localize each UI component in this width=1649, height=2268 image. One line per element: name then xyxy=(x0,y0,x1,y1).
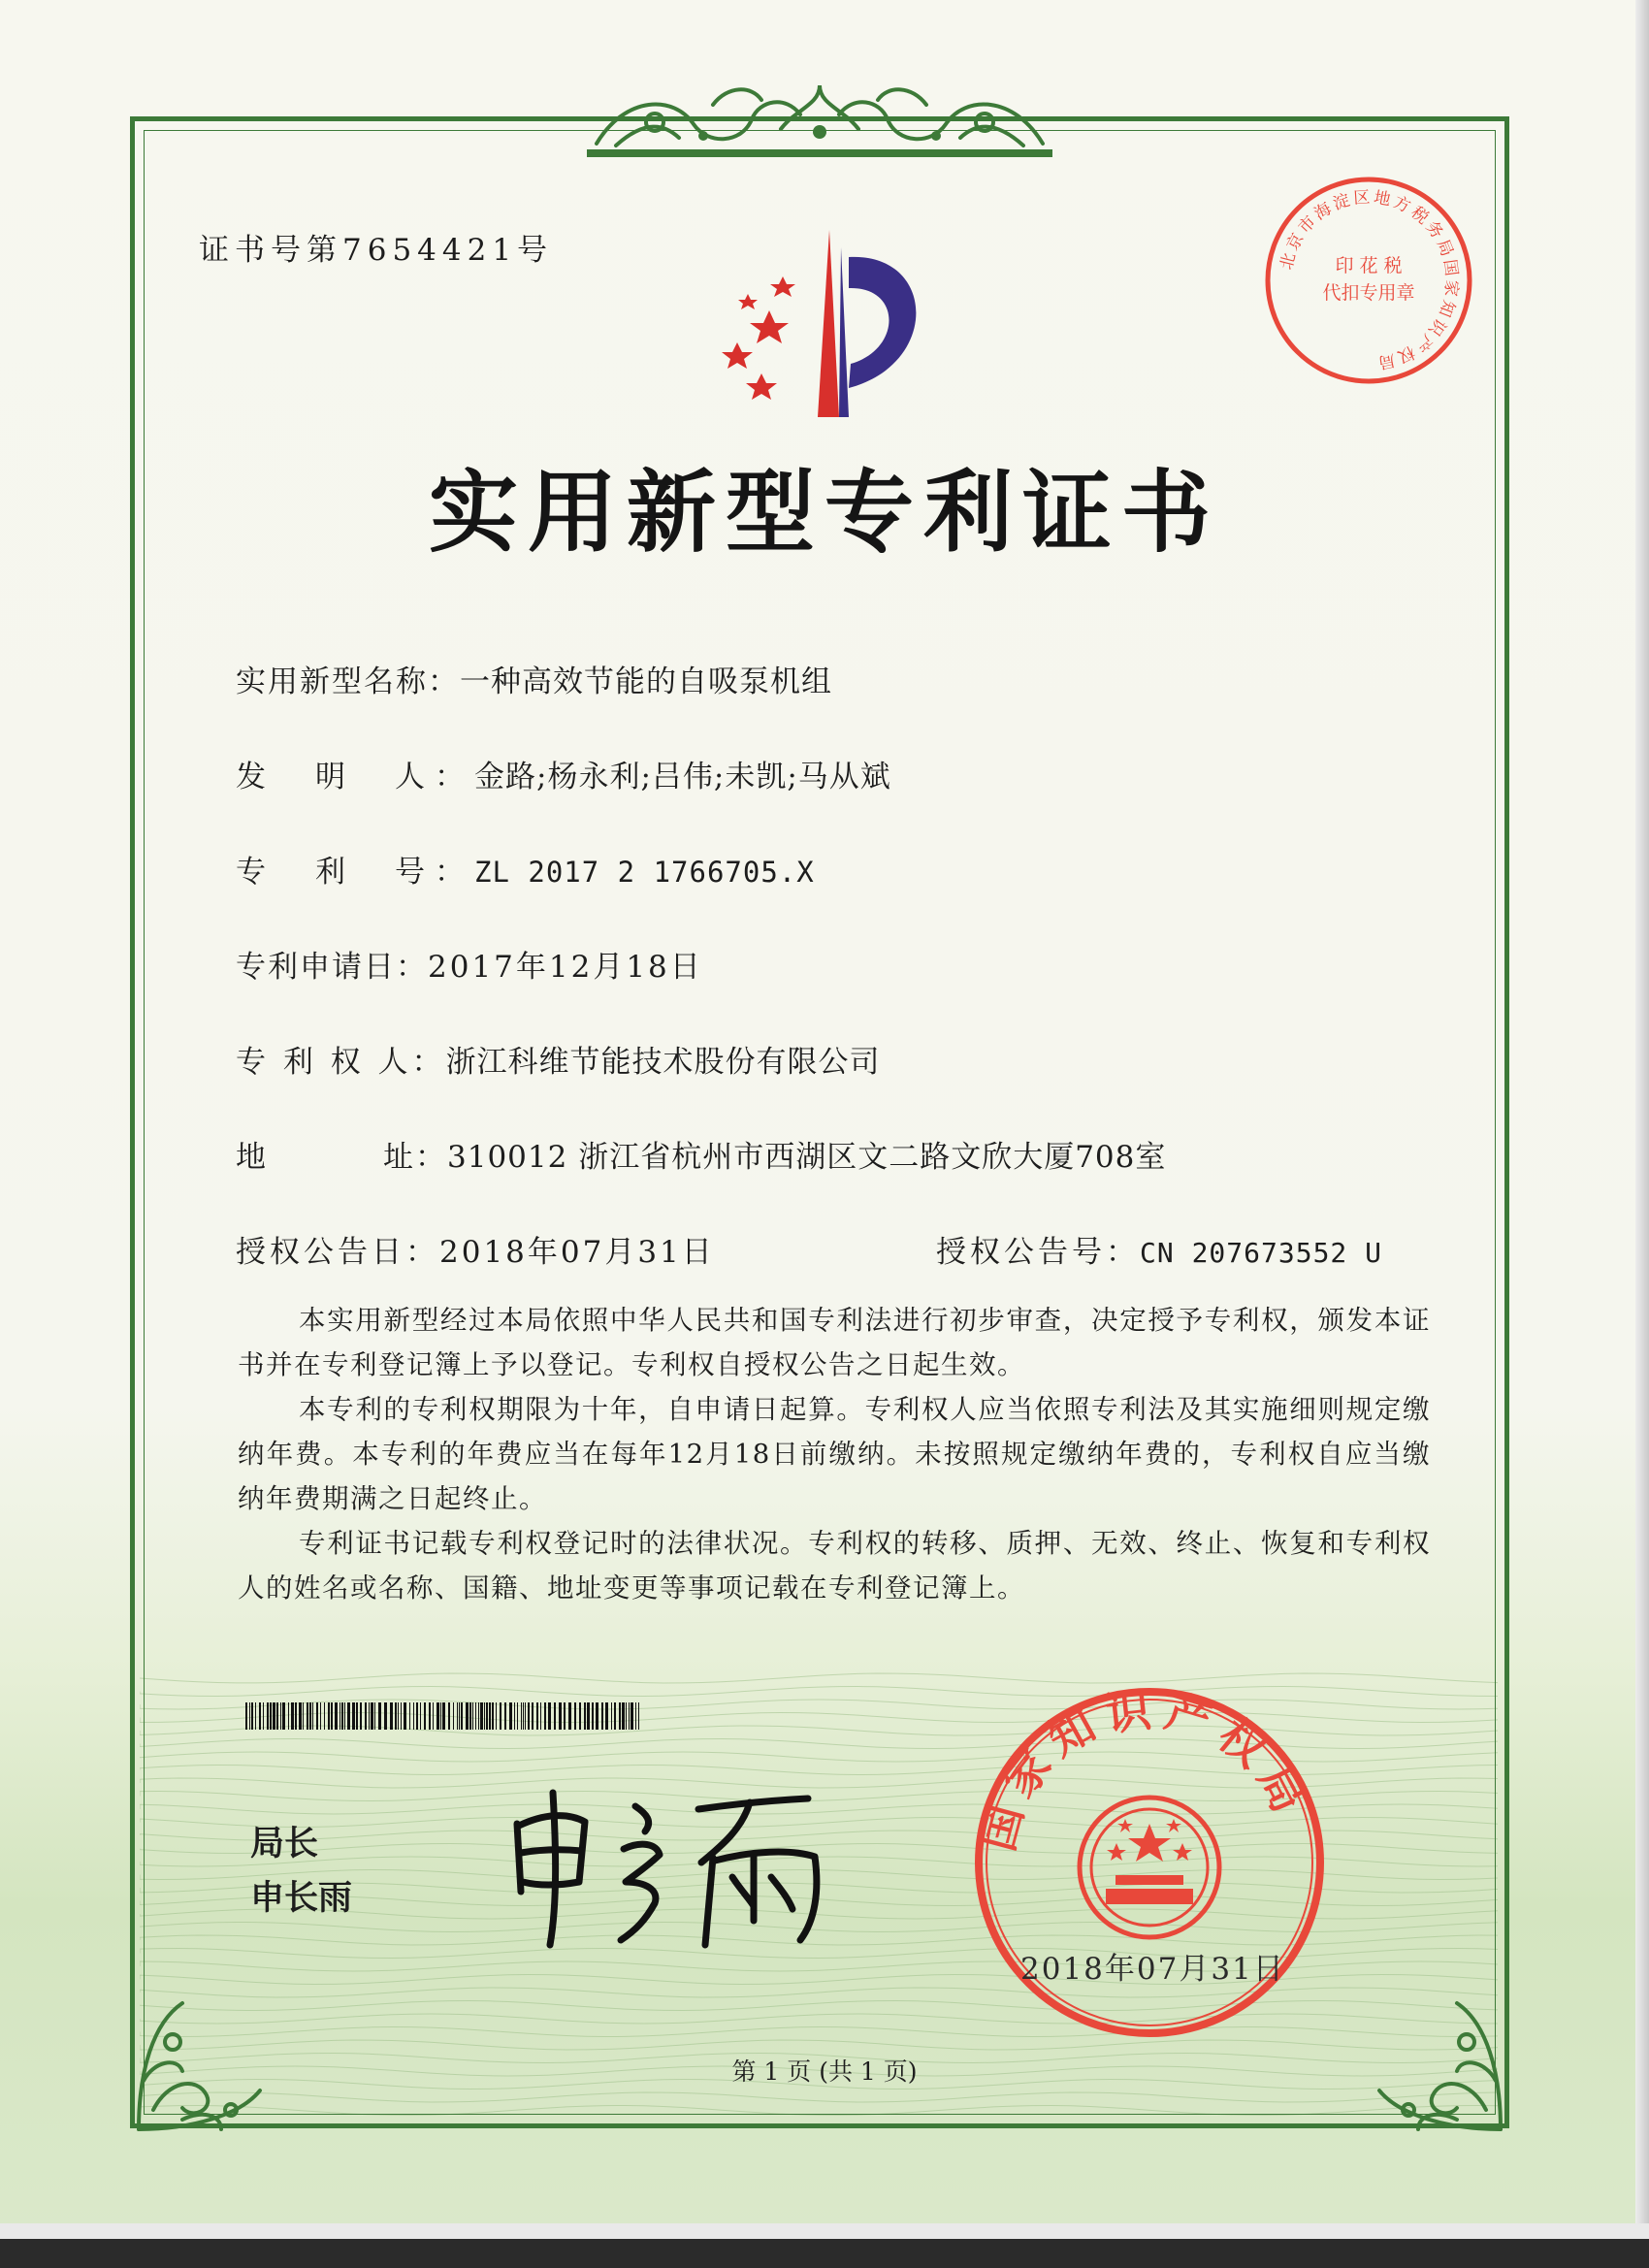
official-seal xyxy=(970,1683,1329,2042)
field-patent-number-value: ZL 2017 2 1766705.X xyxy=(474,856,815,889)
barcode-bar xyxy=(384,1702,387,1730)
barcode-bar xyxy=(564,1702,566,1730)
tax-stamp-ring-text: 北京市海淀区地方税务局国家知识产权局 xyxy=(1277,187,1462,373)
barcode-bar xyxy=(404,1702,406,1730)
barcode-bar xyxy=(509,1702,512,1730)
barcode-bar xyxy=(601,1702,603,1730)
barcode-bar xyxy=(259,1702,261,1730)
barcode-bar xyxy=(352,1702,355,1730)
field-inventor xyxy=(236,752,891,795)
barcode-bar xyxy=(413,1702,414,1730)
page-number: 第 1 页 (共 1 页) xyxy=(731,2057,918,2086)
barcode-bar xyxy=(255,1702,256,1730)
svg-text:北京市海淀区地方税务局国家知识产权局 xyxy=(1277,188,1461,373)
field-grant-date-value: 2018年07月31日 xyxy=(439,1235,715,1270)
barcode-bar xyxy=(303,1702,304,1730)
barcode-bar xyxy=(442,1702,445,1730)
barcode-bar xyxy=(472,1702,473,1730)
field-patent-owner-value: 浙江科维节能技术股份有限公司 xyxy=(445,1045,881,1080)
barcode-bar xyxy=(312,1702,313,1730)
barcode-bar xyxy=(436,1702,439,1730)
barcode-bar xyxy=(584,1702,586,1730)
barcode-bar xyxy=(356,1702,358,1730)
certificate-number: 证书号第7654421号 xyxy=(199,233,554,268)
barcode-bar xyxy=(500,1702,501,1730)
barcode-bar xyxy=(514,1702,515,1730)
barcode-bar xyxy=(328,1702,330,1730)
statement-paragraph-1: 本实用新型经过本局依照中华人民共和国专利法进行初步审查，决定授予专利权，颁发本证书并在专利登记簿上予以登记。专利权自授权公告之日起生效。 xyxy=(238,1305,1431,1380)
barcode-bar xyxy=(320,1702,321,1730)
barcode-bar xyxy=(374,1702,375,1730)
barcode-bar xyxy=(554,1702,556,1730)
seal-ring-text: 国家知识产权局 xyxy=(971,1683,1320,1857)
field-application-date xyxy=(236,942,703,986)
barcode-bar xyxy=(288,1702,289,1730)
field-grant-date-label: 授权公告日： xyxy=(236,1235,439,1270)
tax-stamp-center-2: 代扣专用章 xyxy=(1322,282,1415,304)
svg-text:国家知识产权局 xyxy=(971,1683,1319,1856)
scan-bottom-shadow xyxy=(0,2239,1649,2268)
barcode-bar xyxy=(424,1702,426,1730)
barcode-bar xyxy=(416,1702,418,1730)
barcode-bar xyxy=(489,1702,491,1730)
statement-paragraph-3: 专利证书记载专利权登记时的法律状况。专利权的转移、质押、无效、终止、恢复和专利权人的姓名或名称、国籍、地址变更等事项记载在专利登记簿上。 xyxy=(238,1528,1431,1604)
barcode-bar xyxy=(486,1702,488,1730)
barcode-bar xyxy=(596,1702,598,1730)
top-ornament xyxy=(587,76,1052,165)
director-block xyxy=(250,1817,352,1926)
barcode-bar xyxy=(420,1702,421,1730)
barcode-bar xyxy=(347,1702,350,1730)
field-patent-number-label: 专 利 号： xyxy=(236,855,474,890)
barcode-bar xyxy=(429,1702,431,1730)
barcode-bar xyxy=(378,1702,381,1730)
barcode-bar xyxy=(492,1702,494,1730)
director-signature xyxy=(500,1785,844,1955)
patent-office-logo xyxy=(694,218,946,427)
barcode-bar xyxy=(453,1702,454,1730)
barcode-bar xyxy=(371,1702,373,1730)
barcode-bar xyxy=(263,1702,264,1730)
field-patent-owner xyxy=(236,1037,881,1081)
barcode-bar xyxy=(395,1702,397,1730)
barcode-bar xyxy=(525,1702,526,1730)
barcode-bar xyxy=(341,1702,343,1730)
barcode-bar xyxy=(282,1702,285,1730)
scan-bottom-edge xyxy=(0,2223,1649,2239)
barcode-bar xyxy=(273,1702,275,1730)
barcode-bar xyxy=(331,1702,333,1730)
barcode-bar xyxy=(390,1702,393,1730)
barcode-bar xyxy=(638,1702,639,1730)
barcode-bar xyxy=(568,1702,571,1730)
barcode-bar xyxy=(398,1702,399,1730)
barcode-bar xyxy=(466,1702,469,1730)
barcode-bar xyxy=(433,1702,434,1730)
barcode-bar xyxy=(457,1702,458,1730)
field-application-date-label: 专利申请日： xyxy=(236,950,428,985)
tax-stamp-center-1: 印 花 税 xyxy=(1335,255,1403,276)
field-address-value: 310012 浙江省杭州市西湖区文二路文欣大厦708室 xyxy=(447,1140,1167,1175)
barcode-bar xyxy=(276,1702,278,1730)
barcode-bar xyxy=(316,1702,318,1730)
barcode-bar xyxy=(440,1702,441,1730)
director-name: 申长雨 xyxy=(250,1879,353,1918)
barcode-bar xyxy=(504,1702,506,1730)
scan-edge xyxy=(1635,0,1649,2268)
field-patent-owner-label: 专 利 权 人： xyxy=(236,1045,446,1080)
field-address-label-a: 地 xyxy=(236,1140,266,1175)
barcode-bar xyxy=(521,1702,522,1730)
field-grant-number xyxy=(936,1227,1382,1271)
field-inventor-label: 发 明 人： xyxy=(236,760,474,794)
barcode-bar xyxy=(484,1702,485,1730)
barcode-bar xyxy=(548,1702,551,1730)
field-grant-number-label: 授权公告号： xyxy=(936,1235,1140,1270)
barcode-bar xyxy=(517,1702,518,1730)
barcode-bar xyxy=(496,1702,497,1730)
barcode-bar xyxy=(532,1702,534,1730)
barcode-bar xyxy=(544,1702,546,1730)
barcode-bar xyxy=(629,1702,630,1730)
barcode-bar xyxy=(291,1702,294,1730)
barcode-bar xyxy=(245,1702,247,1730)
barcode-bar xyxy=(360,1702,362,1730)
barcode-bar xyxy=(475,1702,476,1730)
barcode xyxy=(245,1702,643,1730)
tax-stamp xyxy=(1261,173,1476,388)
barcode-bar xyxy=(409,1702,410,1730)
barcode-bar xyxy=(469,1702,471,1730)
barcode-bar xyxy=(536,1702,538,1730)
barcode-bar xyxy=(579,1702,581,1730)
field-grant-number-value: CN 207673552 U xyxy=(1140,1237,1383,1269)
barcode-bar xyxy=(249,1702,250,1730)
field-address-label-b: 址： xyxy=(383,1140,447,1175)
barcode-bar xyxy=(295,1702,297,1730)
barcode-bar xyxy=(611,1702,612,1730)
statement-paragraph-2: 本专利的专利权期限为十年，自申请日起算。专利权人应当依照专利法及其实施细则规定缴纳年费。本专利的年费应当在每年12月18日前缴纳。未按照规定缴纳年费的，专利权自应当缴纳年费期满之日起终止。 xyxy=(238,1394,1431,1514)
barcode-bar xyxy=(267,1702,269,1730)
field-address xyxy=(383,1132,1166,1176)
field-name-label: 实用新型名称： xyxy=(236,664,460,699)
barcode-bar xyxy=(619,1702,621,1730)
barcode-bar xyxy=(344,1702,345,1730)
barcode-bar xyxy=(270,1702,272,1730)
barcode-bar xyxy=(309,1702,311,1730)
barcode-bar xyxy=(307,1702,308,1730)
barcode-bar xyxy=(574,1702,576,1730)
barcode-bar xyxy=(614,1702,616,1730)
field-name-value: 一种高效节能的自吸泵机组 xyxy=(460,664,832,699)
barcode-bar xyxy=(622,1702,625,1730)
barcode-bar xyxy=(459,1702,460,1730)
barcode-bar xyxy=(299,1702,302,1730)
certificate-title: 实用新型专利证书 xyxy=(428,460,1220,565)
barcode-bar xyxy=(369,1702,370,1730)
barcode-bar xyxy=(626,1702,627,1730)
field-grant-date xyxy=(236,1227,715,1271)
barcode-bar xyxy=(461,1702,463,1730)
barcode-bar xyxy=(324,1702,325,1730)
barcode-bar xyxy=(592,1702,594,1730)
barcode-bar xyxy=(448,1702,450,1730)
barcode-bar xyxy=(365,1702,367,1730)
barcode-bar xyxy=(630,1702,633,1730)
barcode-bar xyxy=(480,1702,483,1730)
barcode-bar xyxy=(251,1702,253,1730)
field-patent-number xyxy=(236,847,815,891)
director-title: 局长 xyxy=(250,1825,319,1863)
field-name xyxy=(236,657,832,700)
seal-date: 2018年07月31日 xyxy=(1020,1952,1285,1987)
barcode-bar xyxy=(605,1702,608,1730)
barcode-bar xyxy=(523,1702,524,1730)
barcode-bar xyxy=(280,1702,281,1730)
barcode-bar xyxy=(335,1702,338,1730)
barcode-bar xyxy=(635,1702,636,1730)
barcode-bar xyxy=(401,1702,402,1730)
barcode-bar xyxy=(540,1702,541,1730)
barcode-bar xyxy=(478,1702,479,1730)
field-application-date-value: 2017年12月18日 xyxy=(428,950,703,985)
barcode-bar xyxy=(528,1702,530,1730)
field-inventor-value: 金路;杨永利;吕伟;未凯;马从斌 xyxy=(474,760,891,794)
barcode-bar xyxy=(559,1702,562,1730)
barcode-bar xyxy=(587,1702,590,1730)
